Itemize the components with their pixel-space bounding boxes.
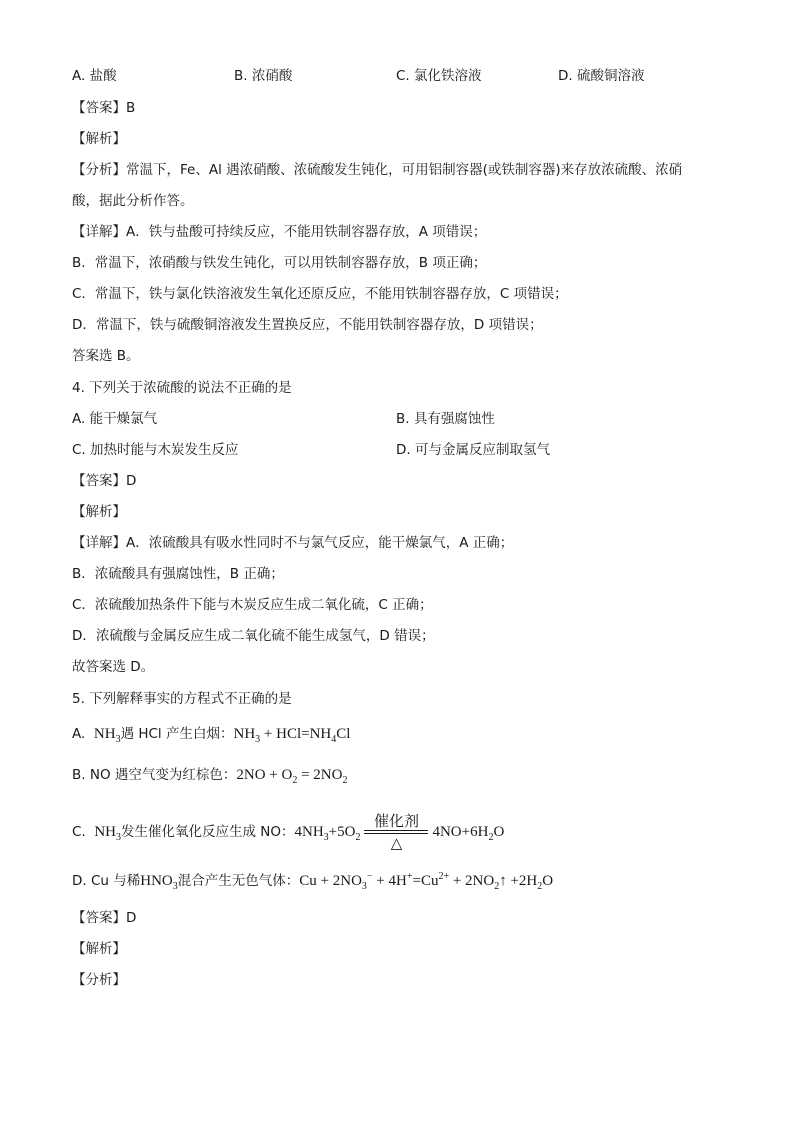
q5-analysis-start: 【分析】 [72, 972, 126, 988]
q4-detail-a: 【详解】A．浓硫酸具有吸水性同时不与氯气反应，能干燥氯气，A 正确； [72, 535, 514, 551]
q3-analysis-line1: 【分析】常温下，Fe、Al 遇浓硝酸、浓硫酸发生钝化，可用铝制容器(或铁制容器)来存放浓硫酸、浓硝 [72, 162, 683, 178]
q5-d-text: D. Cu 与稀 [72, 873, 141, 889]
q5-c-formula-nh3: $NH_3$ [94, 824, 121, 843]
q5-stem: 5. 下列解释事实的方程式不正确的是 [72, 691, 292, 707]
q5-option-a [72, 724, 350, 744]
q5-d-equation: $Cu + 2NO_3^- + 4H^+=Cu^{2+}$ + $2NO_2↑ +2H_2O$ [299, 871, 554, 892]
q5-analysis-label: 【解析】 [72, 941, 126, 957]
q5-a-formula-nh3: $NH_3$ [93, 726, 121, 745]
q3-option-d: D. 硫酸铜溶液 [558, 68, 645, 84]
q5-b-text: B. NO 遇空气变为红棕色： [72, 767, 237, 783]
q4-detail-b: B．浓硫酸具有强腐蚀性，B 正确； [72, 566, 284, 582]
q5-c-catalyst: 催化剂 [373, 812, 419, 830]
q4-option-c: C. 加热时能与木炭发生反应 [72, 442, 239, 458]
q5-c-lhs: $4NH_3+5O_2$ [294, 824, 361, 843]
q4-option-b: B. 具有强腐蚀性 [396, 411, 495, 427]
q3-detail-b: B．常温下，浓硝酸与铁发生钝化，可以用铁制容器存放，B 项正确； [72, 255, 487, 271]
q3-option-b: B. 浓硝酸 [234, 68, 293, 84]
q4-conclusion: 故答案选 D。 [72, 659, 155, 675]
q5-a-text: 遇 HCl 产生白烟： [120, 726, 234, 742]
q4-detail-c: C．浓硫酸加热条件下能与木炭反应生成二氧化硫，C 正确； [72, 597, 433, 613]
q5-option-b [72, 765, 347, 785]
q5-c-prefix: C. [72, 824, 86, 840]
q4-stem: 4. 下列关于浓硫酸的说法不正确的是 [72, 380, 292, 396]
q4-option-d: D. 可与金属反应制取氢气 [396, 442, 550, 458]
q3-detail-d: D．常温下，铁与硫酸铜溶液发生置换反应，不能用铁制容器存放，D 项错误； [72, 317, 543, 333]
q3-option-c: C. 氯化铁溶液 [396, 68, 482, 84]
q3-detail-a: 【详解】A．铁与盐酸可持续反应，不能用铁制容器存放，A 项错误； [72, 224, 487, 240]
q3-analysis-line2: 酸，据此分析作答。 [72, 193, 194, 209]
q3-analysis-label: 【解析】 [72, 131, 126, 147]
q5-c-reaction-arrow [364, 812, 428, 852]
q5-option-d [72, 871, 553, 891]
q5-a-prefix: A. [72, 726, 86, 742]
q5-c-text: 发生催化氧化反应生成 NO： [120, 824, 295, 840]
q5-c-heat: △ [390, 834, 403, 852]
q4-analysis-label: 【解析】 [72, 504, 126, 520]
q3-conclusion: 答案选 B。 [72, 348, 140, 364]
q4-option-a: A. 能干燥氯气 [72, 411, 158, 427]
q5-c-rhs: $4NO+6H_2O$ [432, 824, 505, 843]
q5-a-equation: $NH_3 + HCl=NH_4Cl$ [233, 726, 351, 745]
q4-answer: 【答案】D [72, 473, 137, 489]
q3-detail-c: C．常温下，铁与氯化铁溶液发生氧化还原反应，不能用铁制容器存放，C 项错误； [72, 286, 568, 302]
q5-d-formula-hno3: $HNO_3$ [140, 873, 178, 892]
q3-answer: 【答案】B [72, 100, 136, 116]
q5-b-equation: $2NO + O_2 = 2NO_2$ [236, 767, 348, 786]
q5-answer: 【答案】D [72, 910, 137, 926]
q5-d-text2: 混合产生无色气体： [177, 873, 300, 889]
q4-detail-d: D．浓硫酸与金属反应生成二氧化硫不能生成氢气，D 错误； [72, 628, 435, 644]
q5-option-c [72, 812, 504, 852]
q3-option-a: A. 盐酸 [72, 68, 117, 84]
